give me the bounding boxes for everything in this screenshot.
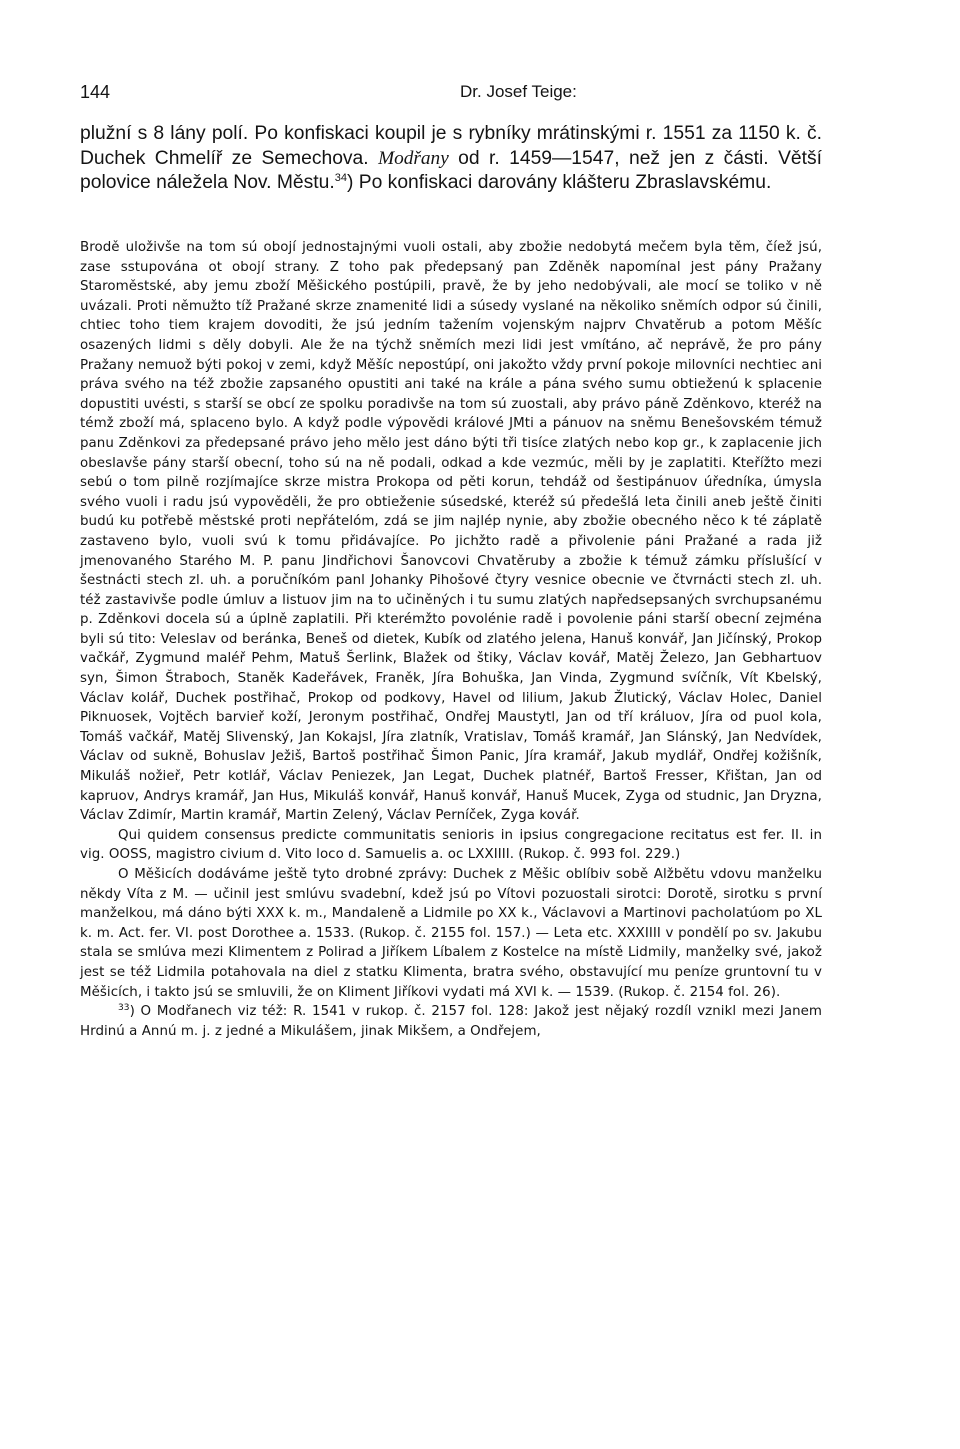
main-text-line1: plužní s 8 lány polí. Po konfiskaci koupil je s rybníky mrátinskými r. 1551 za 1150 k. č. Duchek Chmelíř ze Semechova. bbox=[80, 123, 822, 169]
main-text bbox=[80, 122, 822, 196]
main-paragraph bbox=[80, 122, 822, 196]
running-header bbox=[80, 82, 820, 108]
footnote-text: ) O Modřanech viz též: R. 1541 v rukop. č. 2157 fol. 128: Jakož jest nějaký rozdíl vznikl mezi Janem Hrdinú a Annú m. j. z jedné a Mikulášem, jinak Mikšem, a Ondřejem, bbox=[80, 1004, 822, 1039]
footnote-ref: 34 bbox=[334, 172, 347, 184]
place-name-modrany: Modřany bbox=[378, 147, 449, 169]
paragraph-1: Brodě uloživše na tom sú obojí jednostajnými vuoli ostali, aby zbožie nedobytá mečem byla těm, číež jsú, zase sstupována ot obojí strany. Z toho pak předepsaný pan Zděněk napomínal jest pány Pražany Staroměstské, aby jemu zboží Měšického postúpili, pravě, že by jeho nedobývali, ale mocí se toliko v ně uvázali. Proti němužto tíž Pražané skrze znamenité lidi a súsedy vyslané na několiko sněmích odpor sú činili, chtiec toho tiem krajem dovoditi, že jsú jedním tažením vojenským najprv Chvatěrub a potom Měšíc osazených lidmi s děly dobyli. Ale že na týchž sněmích mezi lidi jest vmítáno, ač neprávě, že pro pány Pražany nemuož býti pokoj v zemi, když Měšíc nepostúpí, oni jakožto vždy první pokoje milovníci nechtiec ani práva svého na též zbožie zapsaného opustiti ani také na krále a pána svého sumu obtieženú k splacenie dopustiti uvésti, s starší se obcí ze spolku poradivše na tom sú zuostali, aby právo páně Zděnkovo, kteréž na témž zboží má, splaceno bylo. A když podle výpovědi králové JMti a pánuov na sněmu Benešovském témuž panu Zděnkovi za předepsané právo jeho mělo jest dáno býti tři tisíce zlatých nebo kop gr., k zaplacenie jich obeslavše pány starší obecní, toho sú na ně podali, odkad a kde vezmúc, měli by je zaplatiti. Kteřížto mezi sebú o tom pilně rozjímajíce skrze mistra Prokopa od pěti korun, tehdáž od šestipánuov úředníka, úmysla svého vuoli i radu jsú vypověděli, že pro obtieženie súsedské, kteréž sú předešlá leta činili aneb ještě činiti budú ku potřebě městské proti nepřátelóm, zdá se jim najlép nynie, aby zbožie obecného něco k té záplatě zastaveno bylo, vuoli svú k tomu přidávajíce. Po jichžto radě a přivolenie páni Pražané a rada již jmenovaného Starého M. P. panu Jindřichovi Šanovcovi Chvatěruby a zbožie k témuž zámku příslušící v šestnácti stech zl. uh. a poručníkóm panl Johanky Pihošové čtyry vesnice obecnie ve čtvrnácti stech zl. uh. též zastavivše podle úmluv a listuov jim na to učiněných i tu sumu zlatých napředsepsaných svrchupsanému p. Zděnkovi docela sú a úplně zaplatili. Při kterémžto povolénie radě i povolenie páni starší obecní zejména byli sú tito: Veleslav od beránka, Beneš od dietek, Kubík od zlatého jelena, Hanuš konvář, Jan Jičínský, Prokop vačkář, Zygmund maléř Pehm, Matuš Šerlink, Blažek od štiky, Václav kovář, Matěj Železo, Jan Gebhartuov syn, Šimon Štraboch, Staněk Kadeřávek, Franěk, Jíra Bohuška, Jan Vinda, Zygmund svíčník, Vít Kbelský, Václav kolář, Duchek postřihač, Prokop od podkovy, Havel od lilium, Jakub Žlutický, Václav Holec, Daniel Piknuosek, Vojtěch barvieř koží, Jeronym postřihač, Ondřej Maustytl, Jan od tří králuov, Jíra od puol kola, Tomáš vačkář, Matěj Slivenský, Jan Kokajsl, Jíra zlatník, Vratislav, Tomáš kramář, Jan Slánský, Jan Nedvídek, Václav od sukně, Bohuslav Ježiš, Bartoš postřihač Šimon Panic, Jíra kramář, Jakub mydlář, Ondřej kožišník, Mikuláš nožieř, Petr kotlář, Václav Peniezek, Jan Legat, Duchek platnéř, Bartoš Fresser, Křištan, Jan od kapruov, Andrys kramář, Jan Hus, Mikuláš konvář, Hanuš konvář, Hanuš Mucek, Zyga od studnic, Jan Dryzna, Václav Zdimír, Martin kramář, Martin Zelený, Václav Perníček, Zyga kovář. bbox=[80, 240, 822, 824]
small-print bbox=[80, 238, 822, 1041]
main-text-line3: ) Po konfiskaci darovány klášteru Zbraslavskému. bbox=[346, 172, 772, 193]
running-title: Dr. Josef Teige: bbox=[460, 82, 577, 101]
footnote bbox=[80, 1002, 822, 1041]
paragraph-3: O Měšicích dodáváme ještě tyto drobné zprávy: Duchek z Měšic oblíbiv sobě Alžbětu vdovu manželku někdy Víta z M. — učinil jest smlúvu svadební, kdež jsú po Vítovi pozuostali sirotci: Dorotě, sirotku s první manželkou, má dáno býti XXX k. m., Mandaleně a Lidmile po XX k., Václavovi a Martinovi pacholatúom po XL k. m. Act. fer. VI. post Dorothee a. 1533. (Rukop. č. 2155 fol. 157.) — Leta etc. XXXIIII v pondělí po sv. Jakubu stala se smlúva mezi Klimentem z Polirad a Jiříkem Líbalem z Kostelce na místě Lidmily, manželky své, jakož jest se též Lidmila potahovala na diel z statku Klimenta, bratra svého, obstavující mu peníze gruntovní tu v Měšicích, i takto jsú se smluvili, že on Kliment Jiříkovi vydati má XVI k. — 1539. (Rukop. č. 2154 fol. 26). bbox=[80, 867, 822, 1000]
footnote-mark: 33 bbox=[118, 1003, 130, 1014]
page-number: 144 bbox=[80, 82, 111, 102]
main-text-line2: od r. 1459—1547, než jen z části. Větší polovice náležela Nov. Městu. bbox=[80, 147, 823, 193]
paragraph-2: Qui quidem consensus predicte communitatis senioris in ipsius congregacione recitatus est fer. II. in vig. OOSS, magistro civium d. Vito loco d. Samuelis a. oc LXXIIII. (Rukop. č. 993 fol. 229.) bbox=[80, 827, 822, 863]
